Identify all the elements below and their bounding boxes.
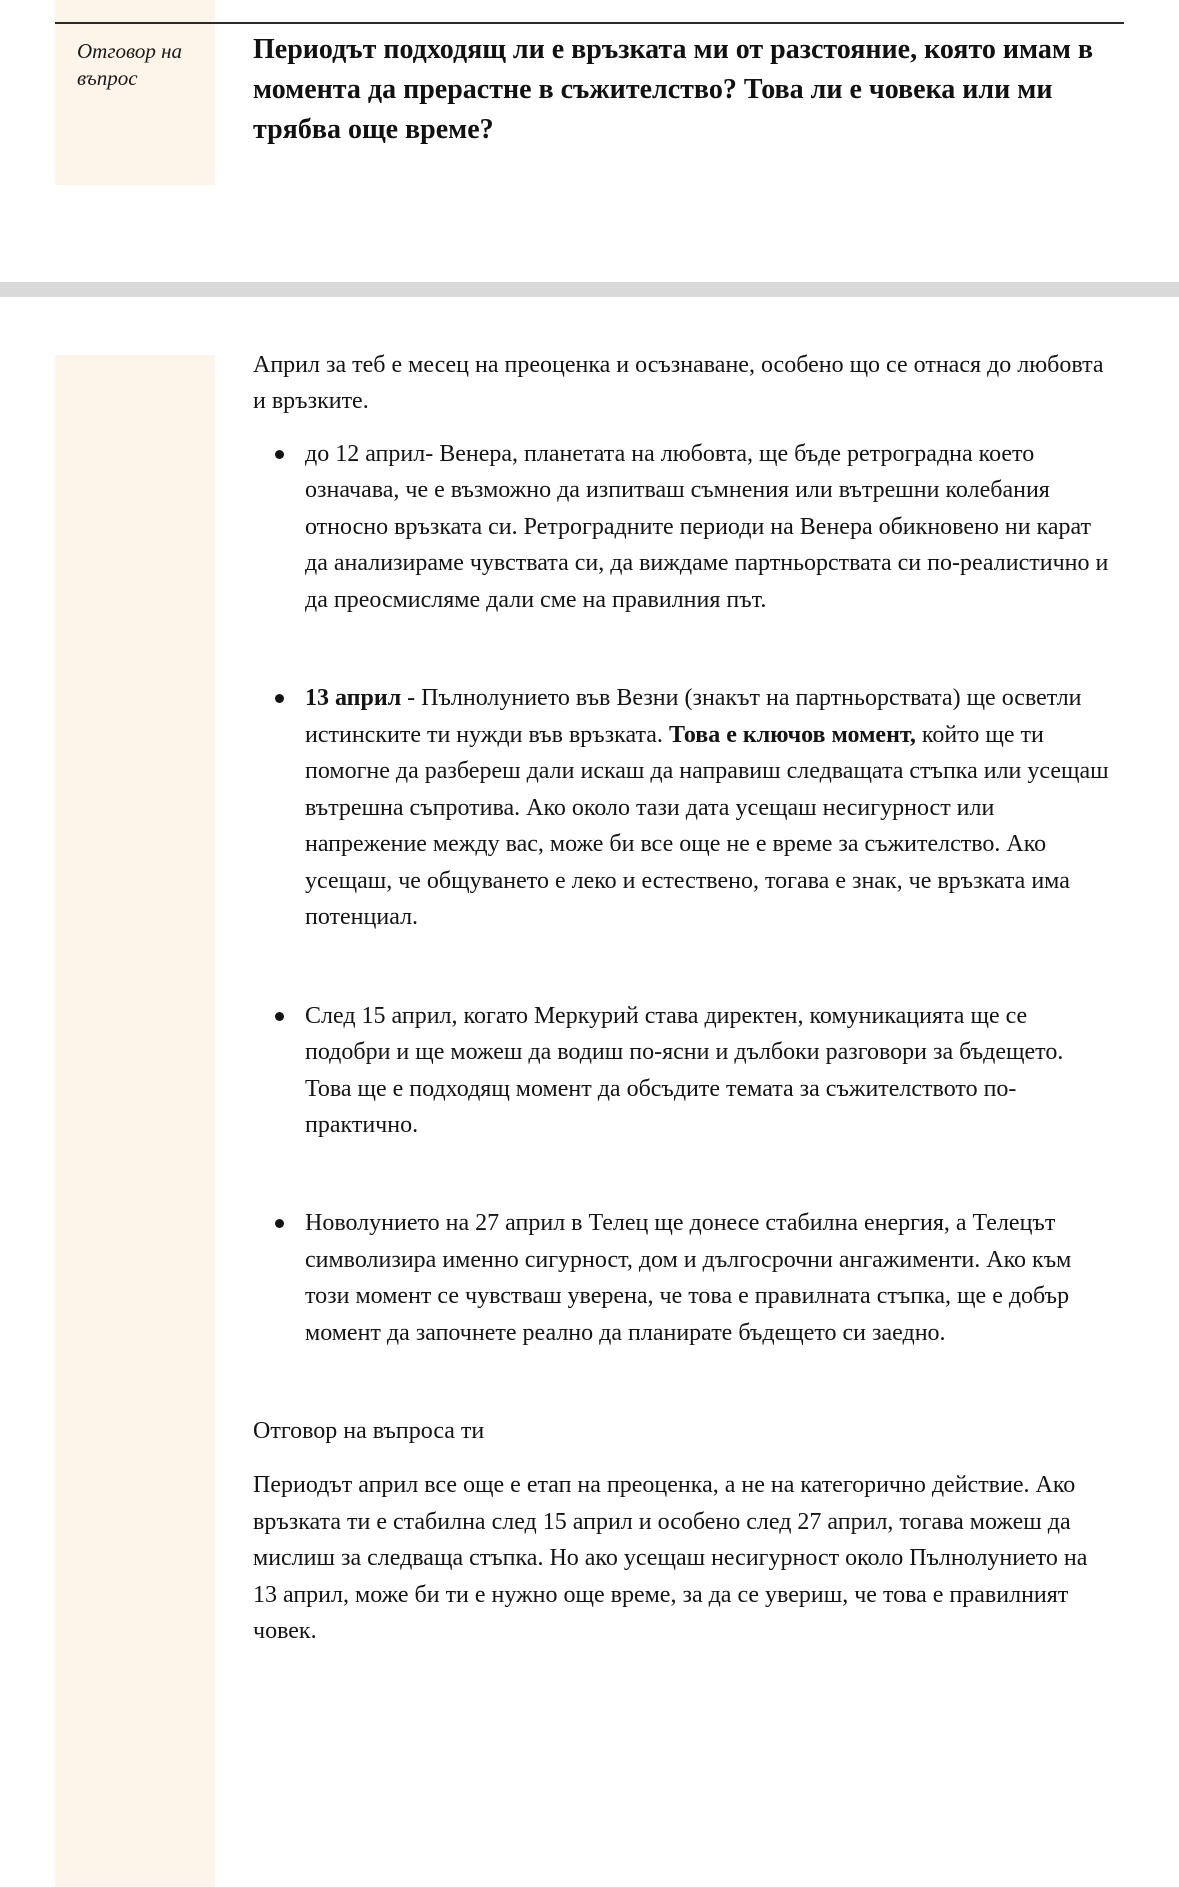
question-card (0, 0, 1179, 282)
section-heading: Отговор на въпроса ти (253, 1418, 485, 1445)
closing-paragraph: Периодът април все още е етап на преоценка, а не на категорично действие. Ако връзката ти е стабилна след 15 април и особено след 27 април, тогава можеш да мислиш за следваща стъпка. Но ако усещаш несигурност около Пълнолунието на 13 април, може би ти е нужно още време, за да се увериш, че това е правилният човек. (253, 1472, 1088, 1645)
answer-body (215, 297, 1179, 1887)
list-item-text: Новолунието на 27 април в Телец ще донесе стабилна енергия, а Телецът символизира именно сигурност, дом и дългосрочни ангажименти. Ако към този момент се чувстваш уверена, че това е правилната стъпка, ще е добър момент да започнете реално да планирате бъдещето си заедно. (305, 1210, 1072, 1346)
list-item (253, 436, 1109, 618)
list-item (253, 680, 1109, 935)
intro-paragraph: Април за теб е месец на преоценка и осъзнаване, особено що се отнася до любовта и връзките. (253, 352, 1104, 415)
list-item (253, 1205, 1109, 1351)
forecast-list (253, 436, 1109, 1351)
question-text-column (215, 0, 1179, 185)
question-row (0, 0, 1179, 185)
answer-card (0, 297, 1179, 1887)
question-label-column (55, 0, 215, 185)
question-label: Отговор на въпрос (77, 39, 183, 91)
list-item-text: - Пълнолунието във Везни (знакът на партньорствата) ще осветли истинските ти нужди във връзката. (305, 685, 1082, 748)
list-item (253, 998, 1109, 1144)
list-item-emphasis: Това е ключов момент, (668, 721, 916, 748)
list-item-tail: който ще ти помогне да разбереш дали искаш да направиш следващата стъпка или усещаш вътрешна съпротива. Ако около тази дата усещаш несигурност или напрежение между вас, може би все още не е време за съжителство. Ако усещаш, че общуването е леко и естествено, тогава е знак, че връзката има потенциал. (305, 721, 1109, 931)
page-title: Периодът подходящ ли е връзката ми от разстояние, която имам в момента да прерастне в съжителство? Това ли е човека или ми трябва още време? (253, 34, 1094, 145)
list-item-text: След 15 април, когато Меркурий става директен, комуникацията ще се подобри и ще можеш да водиш по-ясни и дълбоки разговори за бъдещето. Това ще е подходящ момент да обсъдите темата за съжителството по-практично. (305, 1002, 1064, 1138)
list-item-date: 13 април (305, 685, 402, 712)
header-rule (55, 22, 1124, 24)
list-item-text: до 12 април- Венера, планетата на любовта, ще бъде ретроградна което означава, че е възможно да изпитваш съмнения или вътрешни колебания относно връзката си. Ретроградните периоди на Венера обикновено ни карат да анализираме чувствата си, да виждаме партньорствата си по-реалистично и да преосмисляме дали сме на правилния път. (305, 440, 1109, 613)
answer-sidebar-accent (55, 355, 215, 1887)
